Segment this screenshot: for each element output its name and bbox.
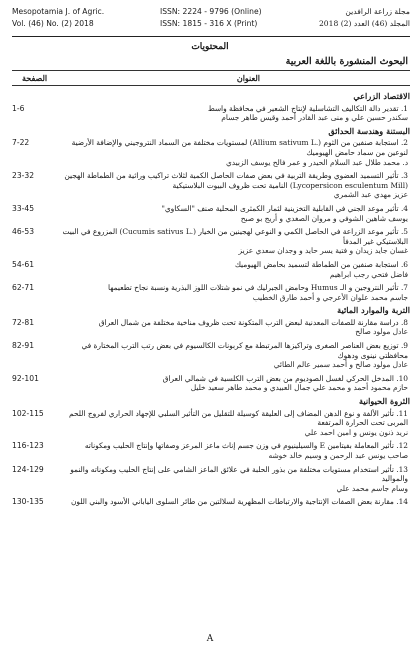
entry-number: 2 bbox=[403, 138, 408, 148]
entry-title: مقارنة بعض الصفات الإنتاجية والارتباطات المظهرية لسلالتين من طائر السلوى الياباني الأسود والبني اللون bbox=[70, 497, 394, 507]
entry-number-separator: . bbox=[398, 138, 404, 148]
entry-body bbox=[58, 260, 408, 279]
category-heading: الثروة الحيوانية bbox=[358, 396, 410, 407]
entry-title: دراسة مقارنة للصفات المعدنية لبعض الترب المتكونة تحت ظروف مناخية مختلفة من شمال العراق bbox=[98, 317, 399, 327]
volume-en: Vol. (46) No. (2) 2018 bbox=[12, 19, 94, 28]
journal-name-ar: مجلة زراعة الرافدين bbox=[345, 7, 410, 16]
entry-authors: يوسف شاهين الشوفي و مروان الصغدي و أريج بو صبح bbox=[240, 213, 408, 223]
entry-pages: 82-91 bbox=[12, 341, 35, 351]
table-header bbox=[12, 70, 410, 86]
journal-header bbox=[12, 6, 410, 40]
entry-body bbox=[58, 283, 408, 302]
entry-number-separator: . bbox=[393, 408, 399, 418]
entry-number: 11 bbox=[398, 408, 408, 418]
entry-authors: عادل مولود صالح bbox=[355, 327, 408, 337]
entry-body bbox=[58, 204, 408, 223]
entry-title: تأثير استخدام مستويات مختلفة من بذور الحلبة في علائق الماعز الشامي على إنتاج الحليب ومكوناته والنمو والمواليد bbox=[70, 464, 408, 484]
entry-authors: عادل مولود صالح و أحمد سمير عالم الطائي bbox=[273, 360, 408, 370]
entry-pages: 62-71 bbox=[12, 283, 35, 293]
toc-entry[interactable] bbox=[12, 409, 410, 438]
entry-number: 3 bbox=[403, 171, 408, 181]
entry-title: المدخل الحركي لغسل الصوديوم من بعض الترب الكلسية في شمالي العراق bbox=[162, 373, 394, 383]
issn-online: ISSN: 2224 - 9796 (Online) bbox=[160, 7, 262, 16]
header-journal-en-block bbox=[12, 6, 104, 30]
toc-entry[interactable] bbox=[12, 441, 410, 460]
toc-entry[interactable] bbox=[12, 227, 410, 256]
header-journal-ar-block bbox=[319, 6, 410, 30]
toc-entry[interactable] bbox=[12, 341, 410, 370]
entry-pages: 46-53 bbox=[12, 227, 35, 237]
entry-authors: سكندر حسين علي و منى عبد القادر أحمد وقيس طاهر جسام bbox=[221, 113, 408, 123]
entry-body bbox=[58, 465, 408, 494]
volume-ar: المجلد (46) العدد (2) 2018 bbox=[318, 19, 410, 28]
entry-authors: جاسم محمد علوان الأعرجي و أحمد طارق الخطيب bbox=[252, 292, 408, 302]
entry-number-separator: . bbox=[398, 227, 404, 237]
entry-title: توزيع بعض العناصر الصغرى وتراكيزها المرتبطة مع كربونات الكالسيوم في بعض رتب الترب المختارة في محافظتي نينوى ودهوك bbox=[81, 341, 408, 360]
entry-number: 9 bbox=[403, 341, 408, 351]
category-heading: التربة والموارد المائية bbox=[337, 305, 410, 316]
entry-title: تأثير التسميد العضوي وطريقة التربية في بعض صفات الحاصل الكمية لثلاث تراكيب وراثية من الطماطة الهجين (Lycopersicon esculentum Mill) النامية تحت ظروف البيوت البلاستيكية bbox=[64, 171, 408, 190]
page-number-mark: A bbox=[206, 634, 214, 644]
toc-entry[interactable] bbox=[12, 171, 410, 200]
toc-entry[interactable] bbox=[12, 260, 410, 279]
column-header-page: الصفحة bbox=[22, 73, 48, 83]
toc-entry[interactable] bbox=[12, 138, 410, 167]
entry-number-separator: . bbox=[398, 259, 404, 269]
entry-pages: 1-6 bbox=[12, 103, 25, 113]
entry-pages: 102-115 bbox=[12, 408, 44, 418]
header-issn-block bbox=[160, 6, 262, 30]
entry-body bbox=[58, 104, 408, 123]
entry-authors: فاضل فتحي رجب ابراهيم bbox=[329, 269, 408, 279]
entry-number: 13 bbox=[398, 464, 408, 474]
entry-number-separator: . bbox=[393, 464, 399, 474]
entry-body bbox=[58, 497, 408, 507]
toc-entry[interactable] bbox=[12, 497, 410, 507]
entry-number: 4 bbox=[403, 203, 408, 213]
entry-body bbox=[58, 227, 408, 256]
entry-authors: د. محمد طلال عبد السلام الحيدر و عمر فالح يوسف الزبيدي bbox=[225, 157, 408, 167]
toc-entry[interactable] bbox=[12, 204, 410, 223]
entry-title: تأثير المعاملة بفيتامين E والسيلينيوم في وزن جسم إناث ماعز المرعز وصفاتها وإنتاج الحليب ومكوناته bbox=[84, 441, 394, 451]
entry-authors: صاحب يونس عبد الرحمن و وسيم خالد خوشه bbox=[268, 451, 408, 460]
entry-number-separator: . bbox=[398, 103, 404, 113]
entry-pages: 23-32 bbox=[12, 171, 35, 181]
category-heading: البستنة وهندسة الحدائق bbox=[328, 125, 410, 136]
entry-authors: عزيز مهدي عبد الشمري bbox=[333, 190, 408, 200]
entry-body bbox=[58, 409, 408, 438]
section-title: البحوث المنشورة باللغة العربية bbox=[285, 56, 408, 67]
toc-entry[interactable] bbox=[12, 283, 410, 302]
entry-pages: 33-45 bbox=[12, 203, 35, 213]
entry-number-separator: . bbox=[398, 283, 404, 293]
category-heading: الاقتصاد الزراعي bbox=[353, 91, 410, 101]
entry-number: 14 bbox=[398, 497, 408, 507]
entry-title: تأثير موعد الجني في القابلية التخزينية لثمار الكمثرى المحلية صنف "السكاوي" bbox=[161, 203, 399, 213]
entry-number: 12 bbox=[398, 441, 408, 451]
entry-pages: 130-135 bbox=[12, 497, 44, 507]
entry-authors: حازم محمود أحمد و محمد علي جمال العبيدي و محمد طاهر سعيد خليل bbox=[190, 383, 408, 393]
entry-pages: 7-22 bbox=[12, 138, 30, 148]
entry-body bbox=[58, 374, 408, 393]
entry-number: 7 bbox=[403, 283, 408, 293]
journal-name-en: Mesopotamia J. of Agric. bbox=[12, 7, 105, 16]
toc-entry[interactable] bbox=[12, 318, 410, 337]
entry-authors: وسام جاسم محمد علي bbox=[336, 483, 408, 493]
entry-number: 6 bbox=[403, 259, 408, 269]
table-of-contents bbox=[12, 90, 410, 511]
entry-pages: 54-61 bbox=[12, 259, 35, 269]
entry-title: تقدير دالة التكاليف التشاسلية لإنتاج الشعير في محافظة واسط bbox=[207, 103, 399, 113]
column-header-title: العنوان bbox=[236, 73, 260, 83]
entry-number-separator: . bbox=[398, 341, 404, 351]
toc-entry[interactable] bbox=[12, 465, 410, 494]
entry-title: تأثير النتروجين و الـ Humus وحامض الجبرليك في نمو شتلات اللوز البذرية ونسبة نجاح تطعيمها bbox=[107, 283, 399, 293]
entry-title: تأثير الألفة و نوع الدهن المضاف إلى العليقة كوسيلة للتقليل من التأثير السلبي للإجهاد الحراري لفروج اللحم المربى تحت الحرارة المرتفعة bbox=[69, 408, 408, 428]
entry-pages: 92-101 bbox=[12, 373, 39, 383]
toc-entry[interactable] bbox=[12, 374, 410, 393]
entry-number-separator: . bbox=[393, 441, 399, 451]
entry-body bbox=[58, 138, 408, 167]
entry-authors: غسان جايد زيدان و فتية يسر حايد و وجدان سعدي عزيز bbox=[238, 246, 408, 256]
entry-number-separator: . bbox=[398, 203, 404, 213]
entry-pages: 116-123 bbox=[12, 441, 44, 451]
entry-number-separator: . bbox=[398, 171, 404, 181]
entry-body bbox=[58, 441, 408, 460]
entry-pages: 124-129 bbox=[12, 464, 44, 474]
entry-number: 1 bbox=[403, 103, 408, 113]
contents-heading: المحتويات bbox=[191, 42, 229, 52]
entry-body bbox=[58, 318, 408, 337]
entry-number-separator: . bbox=[398, 317, 404, 327]
entry-number-separator: . bbox=[393, 497, 399, 507]
entry-title: استجابة صنفين من الثوم (.Allium sativum L) لمستويات مختلفة من السماد النتروجيني والإضافة الأرضية لنوعين من سماد حامض الهيوميك bbox=[71, 138, 408, 157]
entry-body bbox=[58, 341, 408, 370]
entry-authors: نريد ذنون يونس و امين احمد علي bbox=[304, 427, 408, 437]
entry-body bbox=[58, 171, 408, 200]
header-divider bbox=[12, 36, 410, 37]
entry-number: 8 bbox=[403, 317, 408, 327]
entry-number-separator: . bbox=[393, 373, 399, 383]
entry-number: 10 bbox=[398, 373, 408, 383]
toc-entry[interactable] bbox=[12, 104, 410, 123]
entry-pages: 72-81 bbox=[12, 317, 35, 327]
entry-number: 5 bbox=[403, 227, 408, 237]
entry-title: تأثير موعد الزراعة في الحاصل الكمي و النوعي لهجينين من الخيار (.Cucumis sativus L) المزروع في البيت البلاستيكي غير المدفأ bbox=[62, 227, 408, 246]
entry-title: استجابة صنفين من الطماطة لتسميد بحامض الهيوميك bbox=[234, 259, 399, 269]
issn-print: ISSN: 1815 - 316 X (Print) bbox=[160, 19, 258, 28]
